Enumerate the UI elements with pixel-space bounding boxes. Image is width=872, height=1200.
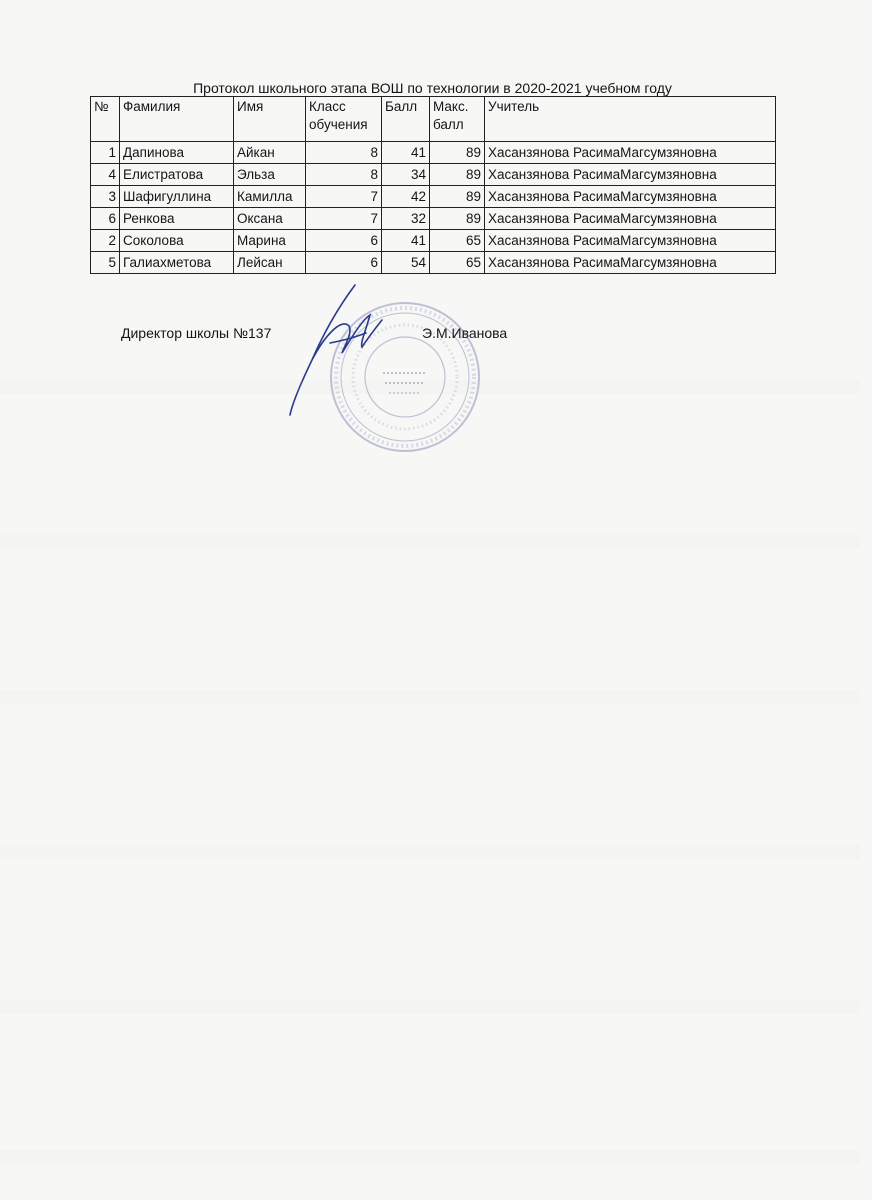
cell-surname: Дапинова — [120, 142, 234, 164]
cell-teacher: Хасанзянова РасимаМагсумзяновна — [485, 164, 776, 186]
scan-artifact — [0, 535, 860, 549]
cell-score: 32 — [382, 208, 430, 230]
scan-artifact — [0, 380, 860, 394]
header-name: Имя — [234, 97, 306, 142]
cell-max: 65 — [430, 252, 485, 274]
cell-num: 2 — [91, 230, 120, 252]
cell-num: 1 — [91, 142, 120, 164]
cell-num: 6 — [91, 208, 120, 230]
results-table — [90, 96, 776, 274]
cell-max: 89 — [430, 142, 485, 164]
table-row — [91, 164, 776, 186]
cell-num: 4 — [91, 164, 120, 186]
cell-name: Камилла — [234, 186, 306, 208]
director-position: Директор школы №137 — [121, 325, 272, 341]
table-row — [91, 230, 776, 252]
cell-surname: Шафигуллина — [120, 186, 234, 208]
cell-max: 89 — [430, 186, 485, 208]
cell-name: Эльза — [234, 164, 306, 186]
cell-surname: Галиахметова — [120, 252, 234, 274]
header-grade: Класс обучения — [306, 97, 382, 142]
table-row — [91, 208, 776, 230]
cell-score: 34 — [382, 164, 430, 186]
cell-teacher: Хасанзянова РасимаМагсумзяновна — [485, 208, 776, 230]
director-name: Э.М.Иванова — [422, 325, 508, 341]
cell-teacher: Хасанзянова РасимаМагсумзяновна — [485, 142, 776, 164]
cell-name: Айкан — [234, 142, 306, 164]
cell-grade: 6 — [306, 230, 382, 252]
header-teacher: Учитель — [485, 97, 776, 142]
cell-grade: 8 — [306, 142, 382, 164]
header-score: Балл — [382, 97, 430, 142]
table-header-row — [91, 97, 776, 142]
cell-surname: Елистратова — [120, 164, 234, 186]
cell-grade: 7 — [306, 208, 382, 230]
cell-grade: 8 — [306, 164, 382, 186]
cell-max: 65 — [430, 230, 485, 252]
cell-max: 89 — [430, 164, 485, 186]
cell-num: 3 — [91, 186, 120, 208]
scan-artifact — [0, 845, 860, 859]
cell-teacher: Хасанзянова РасимаМагсумзяновна — [485, 230, 776, 252]
cell-teacher: Хасанзянова РасимаМагсумзяновна — [485, 252, 776, 274]
table-row — [91, 186, 776, 208]
table-row — [91, 142, 776, 164]
cell-score: 54 — [382, 252, 430, 274]
scan-artifact — [0, 1000, 860, 1014]
cell-name: Марина — [234, 230, 306, 252]
header-num: № — [91, 97, 120, 142]
document-title: Протокол школьного этапа ВОШ по технологии в 2020-2021 учебном году — [193, 80, 672, 96]
cell-score: 42 — [382, 186, 430, 208]
cell-surname: Соколова — [120, 230, 234, 252]
cell-teacher: Хасанзянова РасимаМагсумзяновна — [485, 186, 776, 208]
cell-grade: 6 — [306, 252, 382, 274]
cell-grade: 7 — [306, 186, 382, 208]
cell-max: 89 — [430, 208, 485, 230]
cell-name: Лейсан — [234, 252, 306, 274]
cell-score: 41 — [382, 142, 430, 164]
scan-artifact — [0, 1150, 860, 1164]
table-row — [91, 252, 776, 274]
handwritten-signature — [270, 275, 410, 425]
cell-score: 41 — [382, 230, 430, 252]
header-surname: Фамилия — [120, 97, 234, 142]
scan-artifact — [0, 690, 860, 704]
cell-name: Оксана — [234, 208, 306, 230]
header-max-score: Макс. балл — [430, 97, 485, 142]
cell-surname: Ренкова — [120, 208, 234, 230]
cell-num: 5 — [91, 252, 120, 274]
